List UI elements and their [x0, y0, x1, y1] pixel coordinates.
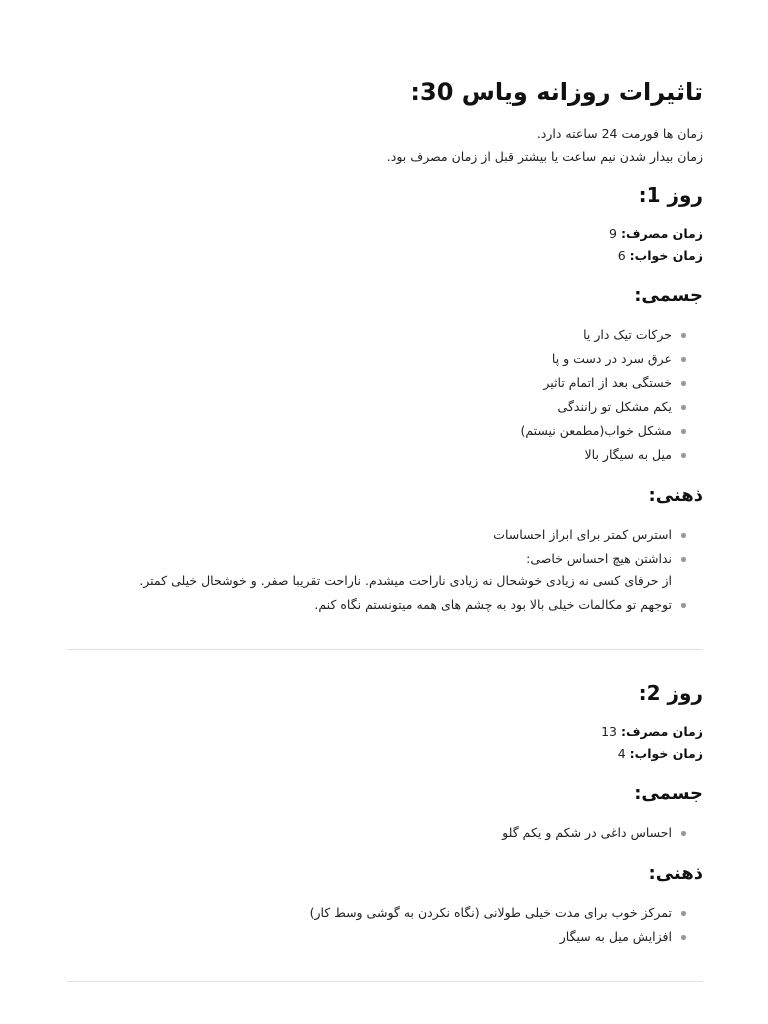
mental-effects-list [67, 524, 703, 616]
list-item-continuation: از حرفای کسی نه زیادی خوشحال نه زیادی ناراحت میشدم. ناراحت تقریبا صفر. و خوشحال خیلی کمتر. [139, 573, 672, 588]
sleep-time-row [67, 743, 703, 765]
bullet-icon [681, 911, 686, 916]
list-item-text: نداشتن هیچ احساس خاصی: [526, 551, 672, 566]
list-item [67, 396, 672, 418]
list-item [67, 348, 672, 370]
bullet-icon [681, 831, 686, 836]
list-item [67, 444, 672, 466]
usage-time-label: زمان مصرف: [620, 226, 703, 241]
list-item [67, 524, 672, 546]
usage-time-value: 9 [609, 226, 617, 241]
section-divider [67, 981, 703, 982]
physical-effects-heading: جسمی: [634, 285, 703, 306]
day-heading: روز 1: [638, 183, 703, 207]
bullet-icon [681, 357, 686, 362]
list-item-text: مشکل خواب(مطمعن نیستم) [520, 423, 672, 438]
bullet-icon [681, 603, 686, 608]
physical-effects-list [67, 324, 703, 466]
mental-effects-heading: ذهنی: [648, 863, 703, 884]
sleep-time-value: 6 [617, 248, 626, 263]
day-heading: روز 2: [638, 681, 703, 705]
list-item [67, 822, 672, 844]
list-item-text: تمرکز خوب برای مدت خیلی طولانی (نگاه نکردن به گوشی وسط کار) [309, 905, 672, 920]
list-item-text: خستگی بعد از اتمام تاثیر [543, 375, 672, 390]
usage-time-row [67, 721, 703, 743]
list-item [67, 902, 672, 924]
list-item-text: افزایش میل به سیگار [559, 929, 672, 944]
physical-effects-heading: جسمی: [634, 783, 703, 804]
bullet-icon [681, 453, 686, 458]
usage-time-value: 13 [601, 724, 617, 739]
day-stats [67, 721, 703, 765]
physical-effects-list [67, 822, 703, 844]
bullet-icon [681, 333, 686, 338]
list-item [67, 594, 672, 616]
list-item [67, 548, 672, 592]
sleep-time-value: 4 [617, 746, 626, 761]
article [67, 0, 703, 982]
usage-time-label: زمان مصرف: [620, 724, 703, 739]
intro-line: زمان بیدار شدن نیم ساعت یا بیشتر قبل از زمان مصرف بود. [386, 148, 703, 164]
sleep-time-label: زمان خواب: [629, 248, 703, 263]
intro-line: زمان ها فورمت 24 ساعته دارد. [536, 125, 703, 141]
list-item [67, 420, 672, 442]
page-title: تاثیرات روزانه ویاس 30: [410, 78, 703, 106]
bullet-icon [681, 405, 686, 410]
intro-paragraph [67, 122, 703, 168]
usage-time-row [67, 223, 703, 245]
day-section [67, 679, 703, 982]
section-divider [67, 649, 703, 650]
bullet-icon [681, 533, 686, 538]
list-item [67, 372, 672, 394]
list-item [67, 926, 672, 948]
bullet-icon [681, 557, 686, 562]
sleep-time-row [67, 245, 703, 267]
day-stats [67, 223, 703, 267]
mental-effects-list [67, 902, 703, 948]
mental-effects-heading: ذهنی: [648, 485, 703, 506]
bullet-icon [681, 935, 686, 940]
bullet-icon [681, 429, 686, 434]
list-item-text: استرس کمتر برای ابراز احساسات [493, 527, 672, 542]
list-item-text: عرق سرد در دست و پا [551, 351, 672, 366]
bullet-icon [681, 381, 686, 386]
sleep-time-label: زمان خواب: [629, 746, 703, 761]
list-item-text: یکم مشکل تو رانندگی [557, 399, 672, 414]
list-item-text: میل به سیگار بالا [584, 447, 672, 462]
list-item-text: احساس داغی در شکم و یکم گلو [502, 825, 672, 840]
list-item-text: توجهم تو مکالمات خیلی بالا بود به چشم های همه میتونستم نگاه کنم. [314, 597, 672, 612]
list-item-text: حرکات تیک دار یا [583, 327, 672, 342]
list-item [67, 324, 672, 346]
day-section [67, 181, 703, 650]
